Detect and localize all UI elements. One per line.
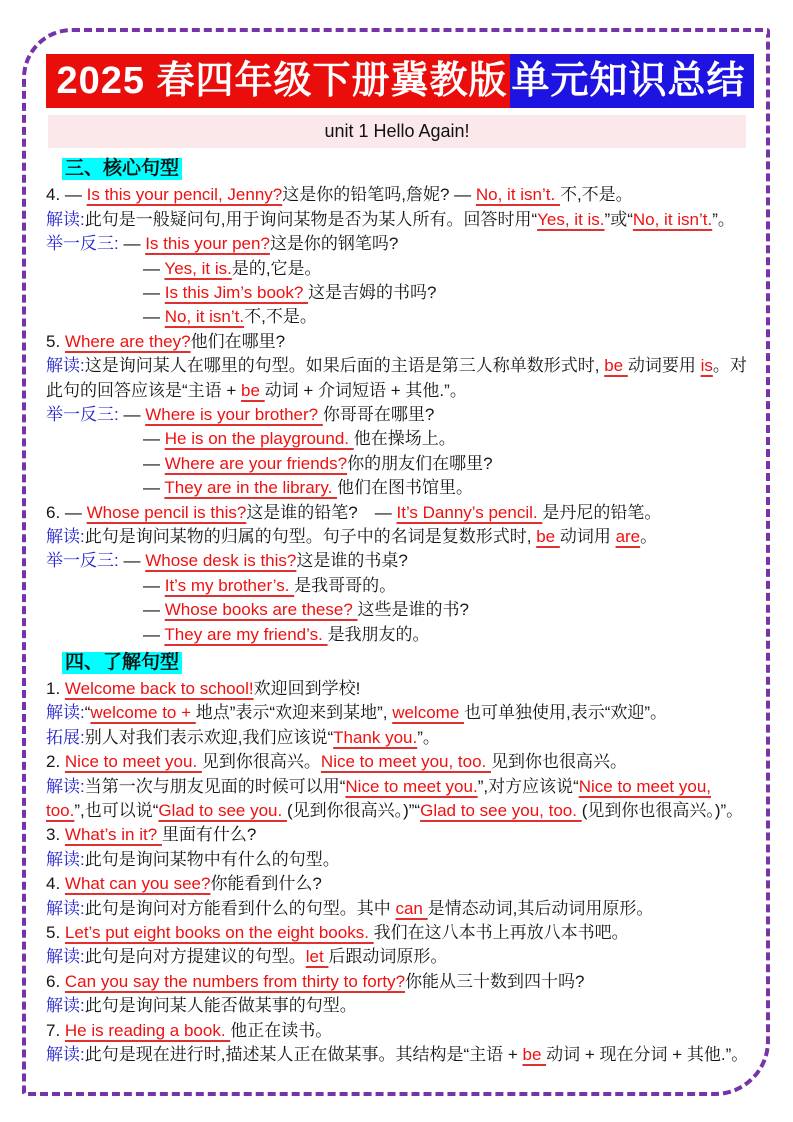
- chinese-text: 动词要用: [627, 356, 701, 376]
- chinese-text: 7.: [46, 1020, 65, 1040]
- content-line: [46, 872, 754, 896]
- english-phrase: It’s my brother’s.: [164, 575, 295, 595]
- chinese-text: 4.: [46, 874, 65, 894]
- english-phrase: Whose pencil is this?: [86, 502, 247, 522]
- content-line: [46, 921, 754, 945]
- chinese-text: 动词用: [559, 526, 616, 546]
- english-phrase: Is this your pencil, Jenny?: [86, 185, 283, 205]
- content-line: [46, 598, 754, 622]
- chinese-text: 这是你的铅笔吗,詹妮? —: [282, 185, 476, 205]
- english-phrase: Where are they?: [64, 331, 191, 351]
- content-line: [46, 945, 754, 969]
- label-text: 解读:: [46, 1045, 85, 1065]
- content-line: [46, 427, 754, 451]
- chinese-text: 是我哥哥的。: [294, 575, 397, 595]
- content-line: [46, 701, 754, 725]
- english-phrase: is: [700, 356, 713, 376]
- chinese-text: 这是谁的铅笔? —: [246, 502, 397, 522]
- chinese-text: —: [143, 575, 165, 595]
- english-phrase: Thank you.: [333, 727, 418, 747]
- content-line: [46, 994, 754, 1018]
- english-phrase: He is reading a book.: [64, 1020, 231, 1040]
- unit-title-bar: unit 1 Hello Again!: [48, 115, 746, 148]
- english-phrase: Whose desk is this?: [145, 551, 297, 571]
- english-phrase: What’s in it?: [64, 825, 162, 845]
- english-phrase: What can you see?: [64, 874, 211, 894]
- content-line: [46, 452, 754, 476]
- chinese-text: 他正在读书。: [230, 1020, 333, 1040]
- content-line: [46, 1019, 754, 1043]
- chinese-text: 此句是一般疑问句,用于询问某物是否为某人所有。回答时用“: [84, 209, 538, 229]
- content-line: [46, 257, 754, 281]
- chinese-text: 他们在哪里?: [190, 331, 286, 351]
- section-heading-highlight: 四、了解句型: [62, 652, 182, 674]
- label-text: 解读:: [46, 849, 85, 869]
- chinese-text: 5.: [46, 923, 65, 943]
- label-text: 解读:: [46, 898, 85, 918]
- label-text: 解读:: [46, 776, 85, 796]
- chinese-text: (见到你也很高兴。)”。: [581, 801, 744, 821]
- document-content: [46, 46, 754, 1068]
- chinese-text: —: [143, 258, 165, 278]
- english-phrase: Where are your friends?: [164, 453, 348, 473]
- english-phrase: Let’s put eight books on the eight books.: [64, 923, 374, 943]
- chinese-text: 。对此句的回答应该是“主语 +: [46, 356, 747, 400]
- page-title-blue-part: 单元知识总结: [510, 54, 754, 108]
- english-phrase: Yes, it is.: [164, 258, 232, 278]
- english-phrase: let: [305, 947, 329, 967]
- chinese-text: 是丹尼的铅笔。: [542, 502, 662, 522]
- content-line: [46, 726, 754, 750]
- chinese-text: ”。: [417, 727, 440, 747]
- chinese-text: —: [118, 404, 146, 424]
- chinese-text: “: [84, 703, 91, 723]
- content-line: [46, 970, 754, 994]
- section-heading-2: [62, 650, 754, 675]
- english-phrase: be: [241, 380, 265, 400]
- english-phrase: be: [536, 526, 560, 546]
- content-line: [46, 775, 754, 824]
- document-body: [46, 156, 754, 1067]
- english-phrase: Nice to meet you, too.: [320, 752, 492, 772]
- chinese-text: —: [143, 282, 165, 302]
- content-line: [46, 305, 754, 329]
- chinese-text: 2.: [46, 752, 65, 772]
- english-phrase: be: [604, 356, 628, 376]
- chinese-text: 。: [640, 526, 658, 546]
- label-text: 解读:: [46, 526, 85, 546]
- chinese-text: 此句是询问某人能否做某事的句型。: [84, 996, 357, 1016]
- chinese-text: (见到你很高兴。)”“: [286, 801, 421, 821]
- content-line: [46, 848, 754, 872]
- english-phrase: No, it isn’t.: [632, 209, 713, 229]
- label-text: 举一反三:: [46, 234, 119, 254]
- section-heading-1: [62, 156, 754, 181]
- content-line: [46, 750, 754, 774]
- english-phrase: Can you say the numbers from thirty to forty?: [64, 971, 406, 991]
- english-phrase: It’s Danny’s pencil.: [396, 502, 543, 522]
- label-text: 解读:: [46, 703, 85, 723]
- chinese-text: 5.: [46, 331, 65, 351]
- english-phrase: Whose books are these?: [164, 600, 358, 620]
- chinese-text: 当第一次与朋友见面的时候可以用“: [84, 776, 346, 796]
- english-phrase: Nice to meet you.: [345, 776, 478, 796]
- content-line: [46, 525, 754, 549]
- chinese-text: 你能从三十数到四十吗?: [405, 971, 585, 991]
- content-line: [46, 403, 754, 427]
- english-phrase: No, it isn’t.: [164, 307, 245, 327]
- english-phrase: They are my friend’s.: [164, 624, 328, 644]
- label-text: 拓展:: [46, 727, 85, 747]
- chinese-text: ”或“: [604, 209, 633, 229]
- english-phrase: be: [522, 1045, 547, 1065]
- content-line: [46, 823, 754, 847]
- chinese-text: 见到你很高兴。: [201, 752, 321, 772]
- chinese-text: 这是谁的书桌?: [296, 551, 408, 571]
- chinese-text: 是的,它是。: [231, 258, 322, 278]
- page-title-red-part: 2025 春四年级下册冀教版: [46, 54, 509, 108]
- content-line: [46, 476, 754, 500]
- english-phrase: Glad to see you.: [158, 801, 287, 821]
- chinese-text: 你哥哥在哪里?: [322, 404, 435, 424]
- content-line: [46, 677, 754, 701]
- content-line: [46, 574, 754, 598]
- chinese-text: 6.: [46, 971, 65, 991]
- chinese-text: —: [143, 307, 165, 327]
- chinese-text: 1.: [46, 679, 65, 699]
- content-line: [46, 330, 754, 354]
- label-text: 解读:: [46, 996, 85, 1016]
- chinese-text: 6. —: [46, 502, 87, 522]
- english-phrase: Glad to see you, too.: [420, 801, 582, 821]
- chinese-text: 这是你的钢笔吗?: [269, 234, 399, 254]
- chinese-text: 动词 + 介词短语 + 其他.”。: [264, 380, 467, 400]
- chinese-text: 动词 + 现在分词 + 其他.”。: [546, 1045, 749, 1065]
- label-text: 解读:: [46, 356, 85, 376]
- content-line: [46, 897, 754, 921]
- chinese-text: —: [143, 429, 165, 449]
- chinese-text: 他们在图书馆里。: [337, 478, 474, 498]
- chinese-text: 此句是询问某物的归属的句型。句子中的名词是复数形式时,: [84, 526, 537, 546]
- chinese-text: 这些是谁的书?: [357, 600, 469, 620]
- english-phrase: can: [395, 898, 428, 918]
- chinese-text: 此句是现在进行时,描述某人正在做某事。其结构是“主语 +: [84, 1045, 523, 1065]
- chinese-text: ”,也可以说“: [74, 801, 159, 821]
- chinese-text: 你能看到什么?: [210, 874, 322, 894]
- chinese-text: 这是询问某人在哪里的句型。如果后面的主语是第三人称单数形式时,: [84, 356, 605, 376]
- chinese-text: ”。: [712, 209, 735, 229]
- chinese-text: ”,对方应该说“: [477, 776, 579, 796]
- chinese-text: 里面有什么?: [161, 825, 257, 845]
- chinese-text: —: [143, 478, 165, 498]
- english-phrase: Where is your brother?: [145, 404, 323, 424]
- content-line: [46, 1043, 754, 1067]
- content-line: [46, 183, 754, 207]
- chinese-text: 此句是向对方提建议的句型。: [84, 947, 306, 967]
- content-line: [46, 549, 754, 573]
- label-text: 举一反三:: [46, 404, 119, 424]
- english-phrase: Nice to meet you.: [64, 752, 202, 772]
- content-line: [46, 501, 754, 525]
- chinese-text: 后跟动词原形。: [328, 947, 448, 967]
- chinese-text: 地点”表示“欢迎来到某地”,: [195, 703, 393, 723]
- chinese-text: —: [143, 453, 165, 473]
- chinese-text: 别人对我们表示欢迎,我们应该说“: [84, 727, 334, 747]
- content-line: [46, 623, 754, 647]
- chinese-text: 此句是询问某物中有什么的句型。: [84, 849, 340, 869]
- english-phrase: Is this Jim’s book?: [164, 282, 309, 302]
- chinese-text: 我们在这八本书上再放八本书吧。: [373, 923, 629, 943]
- page-title: [46, 56, 754, 107]
- english-phrase: welcome to +: [90, 703, 196, 723]
- english-phrase: Nice to meet you, too.: [46, 776, 712, 821]
- chinese-text: 是情态动词,其后动词用原形。: [427, 898, 654, 918]
- chinese-text: 欢迎回到学校!: [253, 679, 361, 699]
- content-line: [46, 232, 754, 256]
- chinese-text: —: [118, 234, 146, 254]
- content-line: [46, 208, 754, 232]
- chinese-text: 他在操场上。: [353, 429, 456, 449]
- english-phrase: Welcome back to school!: [64, 679, 254, 699]
- english-phrase: He is on the playground.: [164, 429, 354, 449]
- section-heading-highlight: 三、核心句型: [62, 158, 182, 180]
- english-phrase: Is this your pen?: [145, 234, 270, 254]
- english-phrase: They are in the library.: [164, 478, 338, 498]
- chinese-text: —: [143, 624, 165, 644]
- chinese-text: —: [143, 600, 165, 620]
- label-text: 举一反三:: [46, 551, 119, 571]
- english-phrase: are: [615, 526, 641, 546]
- content-line: [46, 354, 754, 403]
- english-phrase: No, it isn’t.: [475, 185, 560, 205]
- label-text: 解读:: [46, 209, 85, 229]
- chinese-text: 也可单独使用,表示“欢迎”。: [464, 703, 668, 723]
- chinese-text: 4. —: [46, 185, 87, 205]
- label-text: 解读:: [46, 947, 85, 967]
- chinese-text: 你的朋友们在哪里?: [347, 453, 493, 473]
- chinese-text: 这是吉姆的书吗?: [308, 282, 437, 302]
- content-line: [46, 281, 754, 305]
- chinese-text: 3.: [46, 825, 65, 845]
- chinese-text: 不,不是。: [559, 185, 633, 205]
- chinese-text: 此句是询问对方能看到什么的句型。其中: [84, 898, 396, 918]
- english-phrase: Yes, it is.: [537, 209, 605, 229]
- chinese-text: 是我朋友的。: [327, 624, 430, 644]
- chinese-text: —: [118, 551, 146, 571]
- chinese-text: 不,不是。: [244, 307, 317, 327]
- chinese-text: 见到你也很高兴。: [491, 752, 628, 772]
- english-phrase: welcome: [392, 703, 465, 723]
